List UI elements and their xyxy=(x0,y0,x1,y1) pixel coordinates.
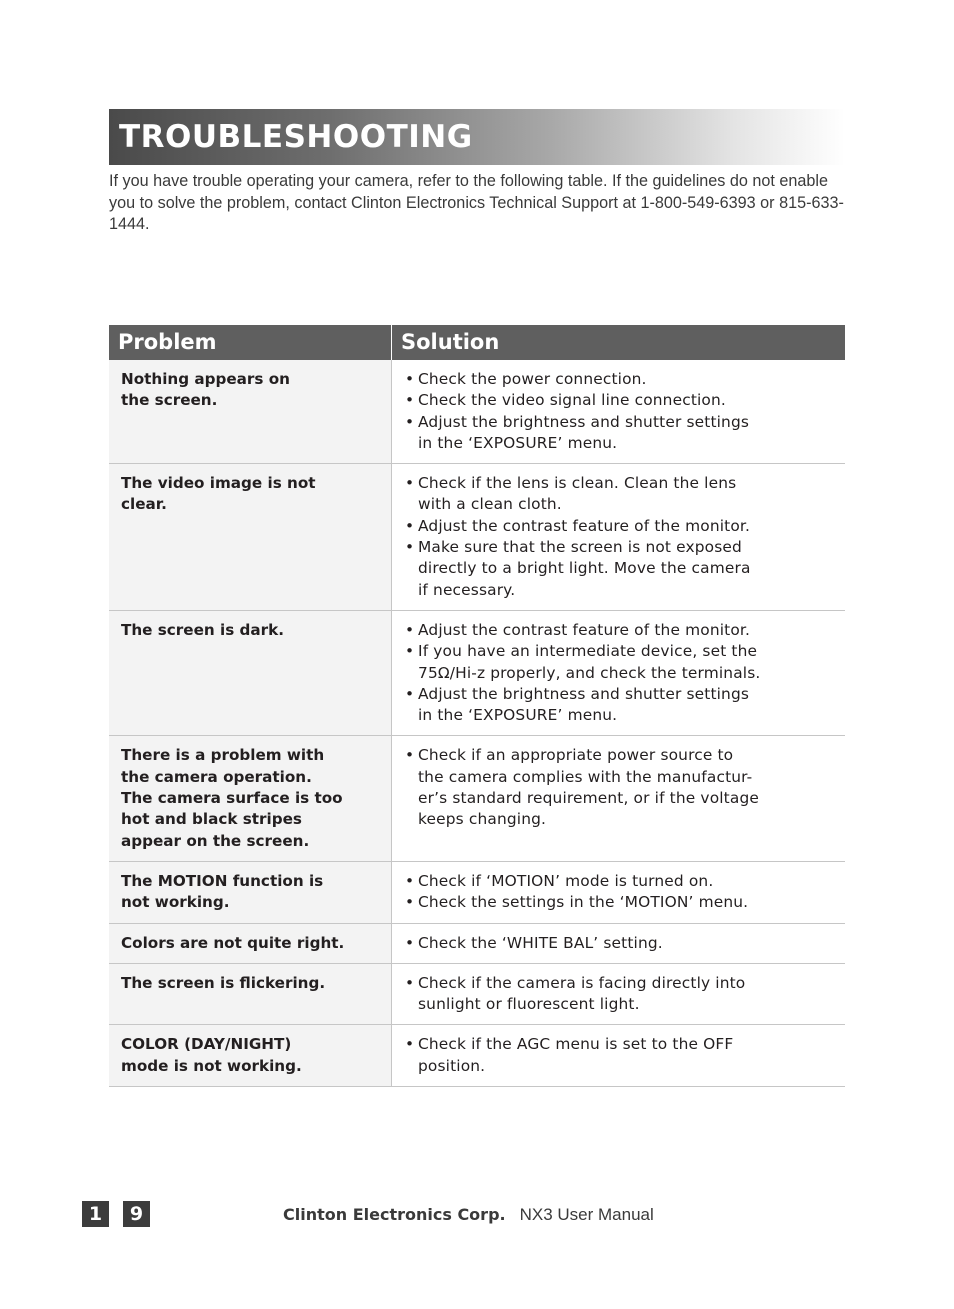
solution-item xyxy=(405,933,839,954)
table-row xyxy=(109,923,845,963)
solution-text: Make sure that the screen is not exposed directly to a bright light. Move the camera if necessary. xyxy=(418,538,751,599)
solution-item xyxy=(405,745,839,830)
intro-paragraph: If you have trouble operating your camera, refer to the following table. If the guidelines do not enable you to solve the problem, contact Clinton Electronics Technical Support at 1-800-549-6393 or 815-633-1444. xyxy=(109,172,844,233)
solution-item xyxy=(405,516,839,537)
table-header xyxy=(109,325,845,360)
solution-text: Check if the AGC menu is set to the OFF position. xyxy=(418,1035,734,1075)
troubleshooting-table xyxy=(109,325,845,1087)
table-row xyxy=(109,735,845,860)
problem-cell: Colors are not quite right. xyxy=(109,924,392,963)
solution-text: Check if the camera is facing directly into sunlight or fluorescent light. xyxy=(418,973,746,1014)
solution-cell xyxy=(392,964,845,1025)
solution-cell xyxy=(392,464,845,610)
page-title: TROUBLESHOOTING xyxy=(119,119,473,155)
solution-cell xyxy=(392,611,845,735)
solution-text: Adjust the brightness and shutter settings in the ‘EXPOSURE’ menu. xyxy=(418,412,750,452)
bullet-icon: • xyxy=(405,642,415,661)
solution-item xyxy=(405,412,839,455)
bullet-icon: • xyxy=(405,871,415,890)
solution-text: Adjust the contrast feature of the monitor. xyxy=(418,620,751,639)
title-banner xyxy=(109,109,845,165)
page-number-digit-1: 1 xyxy=(82,1201,109,1227)
table-row xyxy=(109,463,845,610)
solution-item xyxy=(405,390,839,411)
solution-item xyxy=(405,537,839,601)
bullet-icon: • xyxy=(405,412,415,431)
solution-item xyxy=(405,871,839,892)
problem-cell: There is a problem with the camera operation. The camera surface is too hot and black stripes appear on the screen. xyxy=(109,736,392,860)
bullet-icon: • xyxy=(405,370,415,388)
solution-item xyxy=(405,973,839,1016)
header-solution: Solution xyxy=(401,330,500,354)
footer-manual-title: NX3 User Manual xyxy=(519,1205,654,1224)
bullet-icon: • xyxy=(405,516,415,535)
solution-cell xyxy=(392,924,845,963)
bullet-icon: • xyxy=(405,620,415,639)
solution-text: Adjust the brightness and shutter settings in the ‘EXPOSURE’ menu. xyxy=(418,684,750,725)
solution-cell xyxy=(392,862,845,923)
problem-cell: The screen is flickering. xyxy=(109,964,392,1025)
table-body xyxy=(109,360,845,1086)
solution-text: Check the settings in the ‘MOTION’ menu. xyxy=(418,893,749,912)
problem-cell: COLOR (DAY/NIGHT) mode is not working. xyxy=(109,1025,392,1086)
bullet-icon: • xyxy=(405,391,415,410)
solution-text: Check if ‘MOTION’ mode is turned on. xyxy=(418,871,714,890)
problem-cell: The screen is dark. xyxy=(109,611,392,735)
solution-item xyxy=(405,473,839,516)
solution-cell xyxy=(392,736,845,860)
table-row xyxy=(109,1024,845,1086)
table-row xyxy=(109,610,845,735)
bullet-icon: • xyxy=(405,1035,415,1054)
solution-item xyxy=(405,892,839,913)
solution-cell xyxy=(392,1025,845,1086)
solution-text: Check if an appropriate power source to the camera complies with the manufactur- er’s standard requirement, or if the voltage keeps changing. xyxy=(418,746,759,829)
bullet-icon: • xyxy=(405,474,415,493)
solution-item xyxy=(405,684,839,727)
problem-cell: Nothing appears on the screen. xyxy=(109,360,392,463)
solution-text: Check if the lens is clean. Clean the lens with a clean cloth. xyxy=(418,474,737,514)
table-row xyxy=(109,861,845,923)
bullet-icon: • xyxy=(405,893,415,912)
header-problem: Problem xyxy=(109,325,392,360)
solution-item xyxy=(405,369,839,390)
bullet-icon: • xyxy=(405,973,415,992)
problem-cell: The video image is not clear. xyxy=(109,464,392,610)
bullet-icon: • xyxy=(405,538,415,557)
table-row xyxy=(109,963,845,1025)
solution-item xyxy=(405,620,839,641)
table-row xyxy=(109,360,845,463)
bullet-icon: • xyxy=(405,746,415,765)
solution-text: Adjust the contrast feature of the monitor. xyxy=(418,516,751,535)
page-number-digit-2: 9 xyxy=(123,1201,150,1227)
problem-cell: The MOTION function is not working. xyxy=(109,862,392,923)
footer xyxy=(283,1205,654,1225)
footer-company: Clinton Electronics Corp. xyxy=(283,1205,506,1224)
solution-text: Check the ‘WHITE BAL’ setting. xyxy=(418,933,663,952)
solution-text: Check the power connection. xyxy=(418,370,647,388)
solution-text: If you have an intermediate device, set the 75Ω/Hi-z properly, and check the terminals. xyxy=(418,642,761,682)
bullet-icon: • xyxy=(405,684,415,703)
solution-item xyxy=(405,1034,839,1077)
solution-text: Check the video signal line connection. xyxy=(418,391,726,410)
solution-item xyxy=(405,641,839,684)
solution-cell xyxy=(392,360,845,463)
bullet-icon: • xyxy=(405,933,415,952)
